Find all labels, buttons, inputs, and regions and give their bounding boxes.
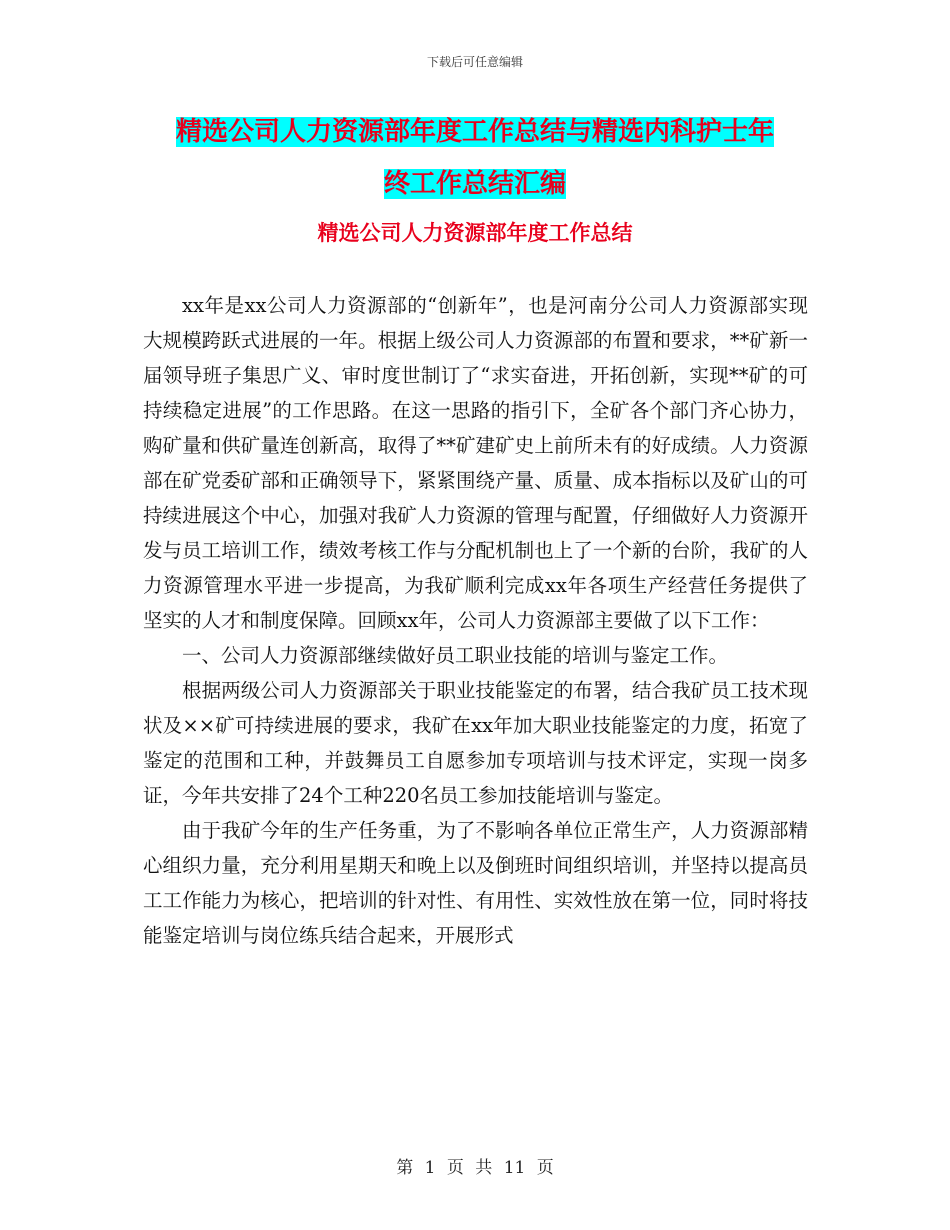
- document-body: [143, 288, 808, 953]
- page-header-note: 下载后可任意编辑: [426, 55, 523, 69]
- paragraph: xx年是xx公司人力资源部的“创新年”，也是河南分公司人力资源部实现大规模跨跃式进展的一年。根据上级公司人力资源部的布置和要求，**矿新一届领导班子集思广义、审时度世制订了“求实奋进，开拓创新，实现**矿的可持续稳定进展”的工作思路。在这一思路的指引下，全矿各个部门齐心协力，购矿量和供矿量连创新高，取得了**矿建矿史上前所未有的好成绩。人力资源部在矿党委矿部和正确领导下，紧紧围绕产量、质量、成本指标以及矿山的可持续进展这个中心，加强对我矿人力资源的管理与配置，仔细做好人力资源开发与员工培训工作，绩效考核工作与分配机制也上了一个新的台阶，我矿的人力资源管理水平进一步提高，为我矿顺利完成xx年各项生产经营任务提供了坚实的人才和制度保障。回顾xx年，公司人力资源部主要做了以下工作：: [143, 294, 808, 632]
- document-title-line-1: 精选公司人力资源部年度工作总结与精选内科护士年: [175, 117, 774, 147]
- section-title: 精选公司人力资源部年度工作总结: [317, 221, 633, 245]
- page-footer-page-number: 第 1 页 共 11 页: [396, 1158, 554, 1178]
- paragraph: 根据两级公司人力资源部关于职业技能鉴定的布署，结合我矿员工技术现状及××矿可持续进展的要求，我矿在xx年加大职业技能鉴定的力度，拓宽了鉴定的范围和工种，并鼓舞员工自愿参加专项培训与技术评定，实现一岗多证，今年共安排了24个工种220名员工参加技能培训与鉴定。: [143, 679, 808, 807]
- paragraph: 一、公司人力资源部继续做好员工职业技能的培训与鉴定工作。: [182, 644, 729, 667]
- paragraph: 由于我矿今年的生产任务重，为了不影响各单位正常生产，人力资源部精心组织力量，充分利用星期天和晚上以及倒班时间组织培训，并坚持以提高员工工作能力为核心，把培训的针对性、有用性、实效性放在第一位，同时将技能鉴定培训与岗位练兵结合起来，开展形式: [143, 819, 808, 947]
- document-title: [150, 106, 800, 210]
- document-title-line-2: 终工作总结汇编: [383, 169, 566, 199]
